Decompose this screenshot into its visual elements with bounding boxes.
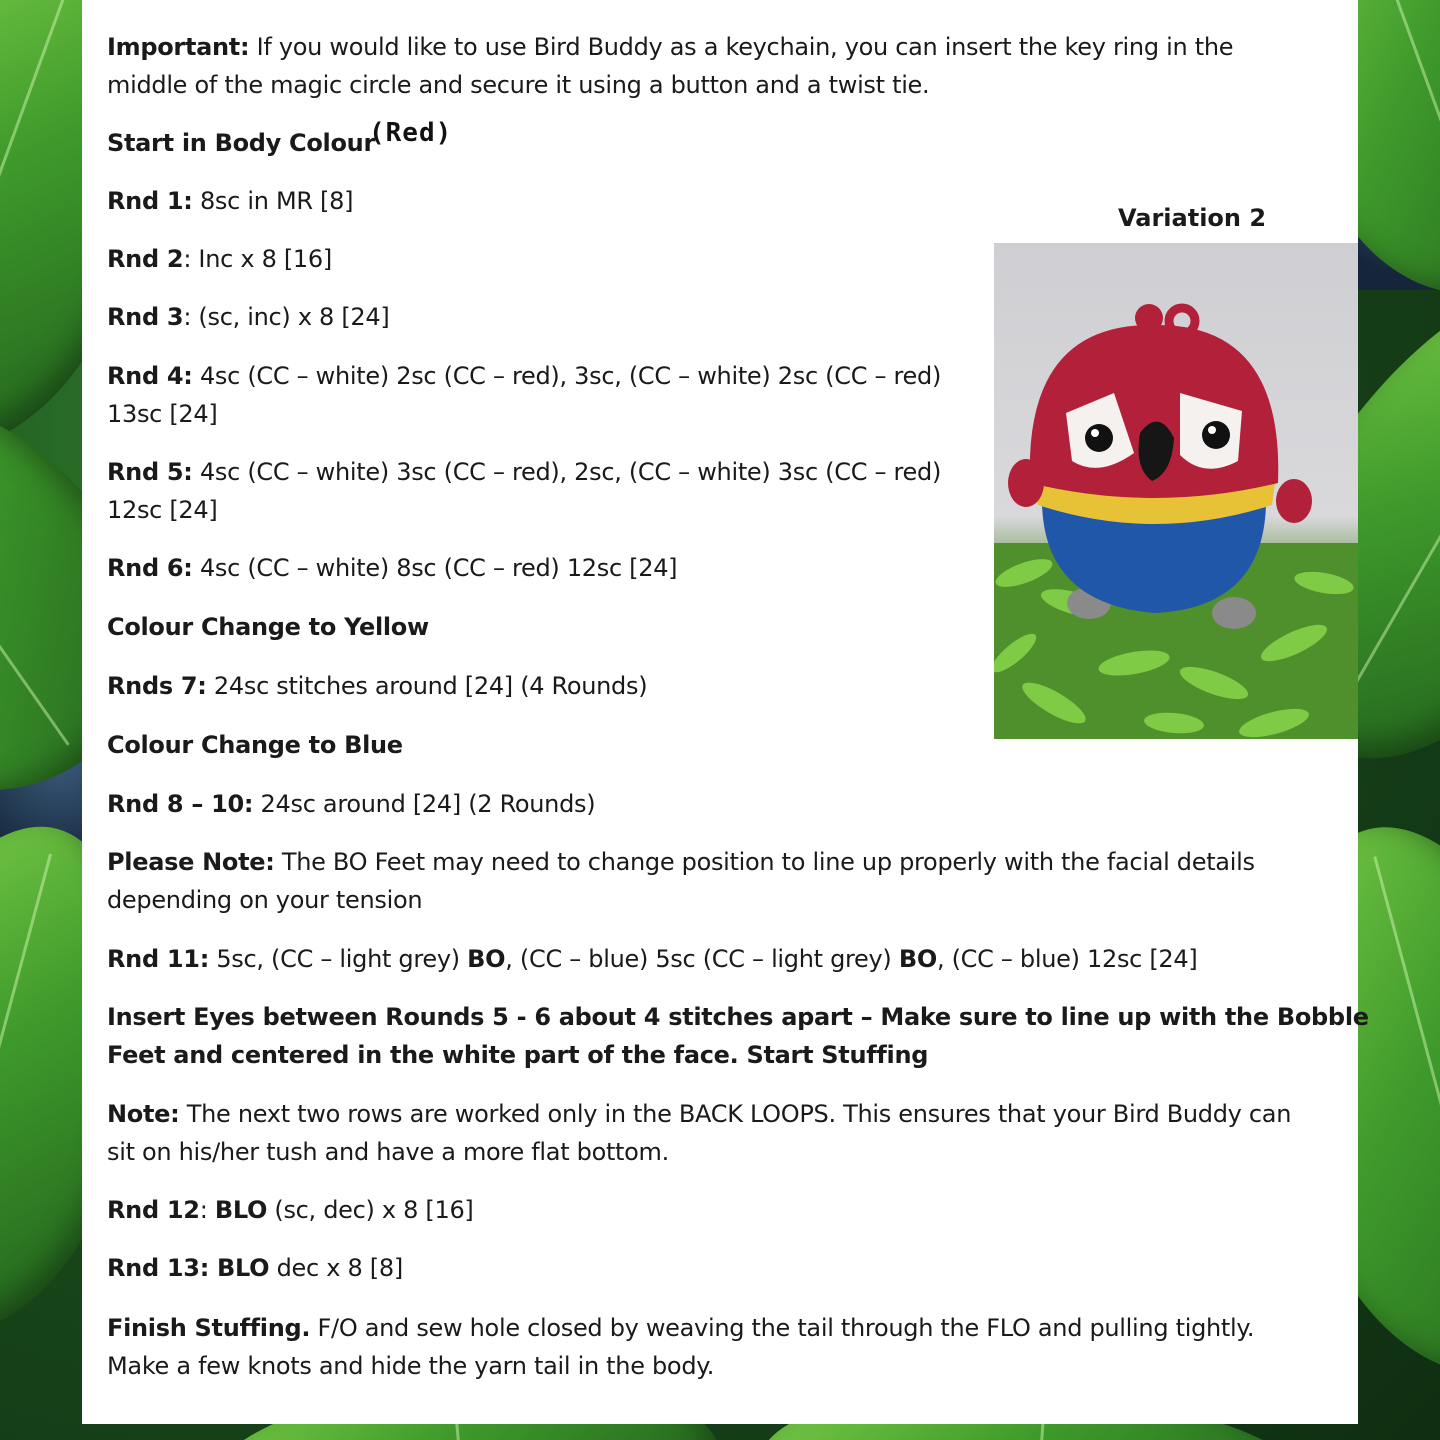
round-4-text: 4sc (CC – white) 2sc (CC – red), 3sc, (CC – white) 2sc (CC – red) bbox=[192, 362, 942, 390]
please-note-paragraph bbox=[107, 843, 1255, 919]
round-2 bbox=[107, 240, 332, 278]
round-8-10-text: 24sc around [24] (2 Rounds) bbox=[253, 790, 596, 818]
round-1-text: 8sc in MR [8] bbox=[192, 187, 354, 215]
round-1-label: Rnd 1: bbox=[107, 187, 193, 215]
round-12-blo: BLO bbox=[214, 1196, 268, 1224]
left-wing bbox=[1008, 459, 1044, 507]
handwritten-red-note: (Red) bbox=[369, 118, 453, 148]
round-11 bbox=[107, 940, 1197, 978]
please-note-text: The BO Feet may need to change position to line up properly with the facial details bbox=[274, 848, 1255, 876]
round-4 bbox=[107, 357, 941, 433]
round-6-text: 4sc (CC – white) 8sc (CC – red) 12sc [24] bbox=[192, 554, 678, 582]
round-12-text: (sc, dec) x 8 [16] bbox=[267, 1196, 474, 1224]
head-loop bbox=[1169, 308, 1195, 334]
right-wing bbox=[1276, 479, 1312, 523]
round-8-10-label: Rnd 8 – 10: bbox=[107, 790, 254, 818]
round-12-label: Rnd 12 bbox=[107, 1196, 200, 1224]
round-6 bbox=[107, 549, 677, 587]
rounds-7 bbox=[107, 667, 647, 705]
finish-label: Finish Stuffing. bbox=[107, 1314, 311, 1342]
head-tuft bbox=[1135, 304, 1163, 332]
round-5 bbox=[107, 453, 941, 529]
important-label: Important: bbox=[107, 33, 250, 61]
round-2-label: Rnd 2 bbox=[107, 245, 184, 273]
round-2-text: : Inc x 8 [16] bbox=[183, 245, 332, 273]
left-eye bbox=[1085, 424, 1113, 452]
please-note-text-2: depending on your tension bbox=[107, 886, 423, 914]
round-4-label: Rnd 4: bbox=[107, 362, 193, 390]
insert-eyes-paragraph bbox=[107, 998, 1369, 1074]
round-12 bbox=[107, 1191, 474, 1229]
rounds-7-text: 24sc stitches around [24] (4 Rounds) bbox=[206, 672, 648, 700]
round-6-label: Rnd 6: bbox=[107, 554, 193, 582]
round-1 bbox=[107, 182, 353, 220]
blue-change-label: Colour Change to Blue bbox=[107, 731, 403, 759]
round-12-sep: : bbox=[199, 1196, 215, 1224]
round-3-label: Rnd 3 bbox=[107, 303, 184, 331]
round-11-bo-2: BO bbox=[898, 945, 937, 973]
round-11-text-3: , (CC – blue) 12sc [24] bbox=[936, 945, 1198, 973]
important-text-2: middle of the magic circle and secure it using a button and a twist tie. bbox=[107, 71, 930, 99]
round-13-text: dec x 8 [8] bbox=[269, 1254, 403, 1282]
yellow-change-label: Colour Change to Yellow bbox=[107, 613, 429, 641]
note-text: The next two rows are worked only in the BACK LOOPS. This ensures that your Bird Buddy can bbox=[179, 1100, 1292, 1128]
please-note-label: Please Note: bbox=[107, 848, 275, 876]
round-13 bbox=[107, 1249, 403, 1287]
note-text-2: sit on his/her tush and have a more flat bottom. bbox=[107, 1138, 669, 1166]
important-paragraph bbox=[107, 28, 1233, 104]
yellow-change-heading bbox=[107, 608, 429, 646]
parrot-photo bbox=[994, 243, 1358, 739]
round-11-bo-1: BO bbox=[467, 945, 506, 973]
round-11-label: Rnd 11: bbox=[107, 945, 209, 973]
round-13-blo: BLO bbox=[209, 1254, 270, 1282]
parrot-illustration bbox=[994, 243, 1358, 739]
round-3-text: : (sc, inc) x 8 [24] bbox=[183, 303, 390, 331]
right-eye-shine bbox=[1208, 426, 1216, 434]
back-loops-note bbox=[107, 1095, 1291, 1171]
left-eye-shine bbox=[1091, 429, 1099, 437]
finish-text-2: Make a few knots and hide the yarn tail in the body. bbox=[107, 1352, 715, 1380]
insert-eyes-line-1: Insert Eyes between Rounds 5 - 6 about 4 stitches apart – Make sure to line up with the Bobble bbox=[107, 1003, 1369, 1031]
start-label: Start in Body Colour bbox=[107, 129, 375, 157]
start-colour-heading bbox=[107, 118, 453, 162]
round-5-text-2: 12sc [24] bbox=[107, 496, 218, 524]
finish-text: F/O and sew hole closed by weaving the tail through the FLO and pulling tightly. bbox=[310, 1314, 1255, 1342]
finish-paragraph bbox=[107, 1309, 1254, 1385]
round-5-text: 4sc (CC – white) 3sc (CC – red), 2sc, (CC – white) 3sc (CC – red) bbox=[192, 458, 942, 486]
note-label: Note: bbox=[107, 1100, 180, 1128]
right-foot bbox=[1212, 597, 1256, 629]
blue-change-heading bbox=[107, 726, 403, 764]
round-8-10 bbox=[107, 785, 595, 823]
rounds-7-label: Rnds 7: bbox=[107, 672, 207, 700]
round-11-text-1: 5sc, (CC – light grey) bbox=[209, 945, 468, 973]
round-13-label: Rnd 13: bbox=[107, 1254, 209, 1282]
insert-eyes-line-2: Feet and centered in the white part of the face. Start Stuffing bbox=[107, 1041, 929, 1069]
pattern-page bbox=[82, 0, 1369, 1424]
round-5-label: Rnd 5: bbox=[107, 458, 193, 486]
right-eye bbox=[1202, 421, 1230, 449]
round-3 bbox=[107, 298, 389, 336]
round-11-text-2: , (CC – blue) 5sc (CC – light grey) bbox=[505, 945, 899, 973]
round-4-text-2: 13sc [24] bbox=[107, 400, 218, 428]
important-text: If you would like to use Bird Buddy as a keychain, you can insert the key ring in the bbox=[249, 33, 1234, 61]
variation-caption: Variation 2 bbox=[1118, 204, 1267, 232]
